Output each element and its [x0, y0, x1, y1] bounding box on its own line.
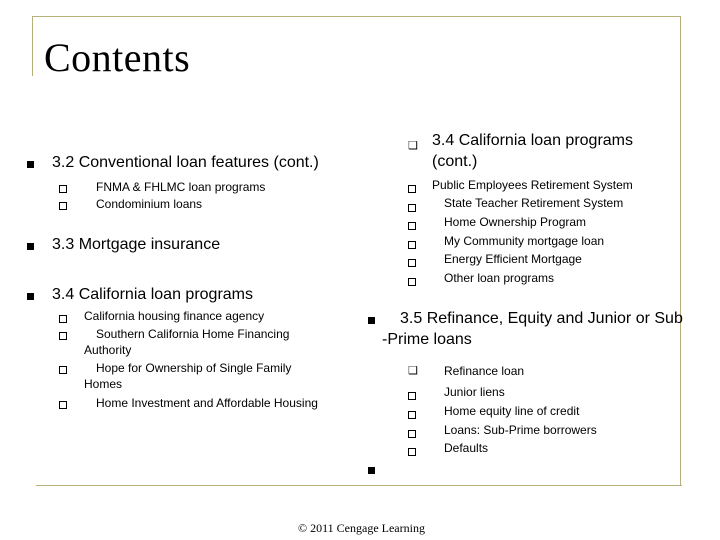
bullet-open-square-icon: [408, 411, 416, 419]
left-sub-home-investment: Home Investment and Affordable Housing: [96, 396, 318, 410]
left-item-conventional: 3.2 Conventional loan features (cont.): [52, 154, 319, 171]
bullet-open-square-icon: [59, 202, 67, 210]
bullet-open-square-icon: [59, 366, 67, 374]
bullet-open-square-icon: [408, 185, 416, 193]
right-sub-strs: State Teacher Retirement System: [444, 196, 624, 210]
bullet-open-square-icon: [408, 204, 416, 212]
q-bullet-icon: ❑: [408, 140, 418, 152]
left-item-california: 3.4 California loan programs: [52, 286, 253, 303]
footer-copyright: © 2011 Cengage Learning: [298, 521, 425, 535]
bullet-open-square-icon: [408, 222, 416, 230]
left-item-mortgage-insurance: 3.3 Mortgage insurance: [52, 236, 221, 253]
frame-left-line: [32, 16, 33, 76]
left-sub-hope-cont: Homes: [84, 377, 123, 391]
bullet-square-icon: [27, 243, 34, 250]
bullet-open-square-icon: [59, 332, 67, 340]
right-item-california-cont-line2: (cont.): [432, 153, 478, 170]
bullet-open-square-icon: [59, 185, 67, 193]
right-item-refinance-line2: -Prime loans: [382, 331, 472, 348]
bullet-open-square-icon: [408, 278, 416, 286]
frame-right-line: [680, 16, 681, 486]
right-sub-heloc: Home equity line of credit: [444, 404, 580, 418]
bullet-open-square-icon: [408, 392, 416, 400]
bullet-open-square-icon: [59, 315, 67, 323]
right-sub-junior-liens: Junior liens: [444, 385, 505, 399]
left-sub-condo: Condominium loans: [96, 197, 203, 211]
q-bullet-icon: ❑: [408, 365, 418, 377]
right-item-california-cont-line1: 3.4 California loan programs: [432, 132, 633, 149]
bullet-open-square-icon: [408, 448, 416, 456]
slide-title: Contents: [44, 35, 191, 80]
right-sub-other: Other loan programs: [444, 271, 555, 285]
right-sub-home-ownership: Home Ownership Program: [444, 215, 587, 229]
frame-top-line: [32, 16, 680, 17]
bullet-open-square-icon: [59, 401, 67, 409]
right-sub-refinance-loan: Refinance loan: [444, 364, 525, 378]
bullet-open-square-icon: [408, 430, 416, 438]
bullet-square-icon: [368, 467, 375, 474]
left-sub-southern-ca-cont: Authority: [84, 343, 132, 357]
right-sub-my-community: My Community mortgage loan: [444, 234, 605, 248]
right-sub-pers: Public Employees Retirement System: [432, 178, 633, 192]
left-sub-fnma: FNMA & FHLMC loan programs: [96, 180, 266, 194]
right-sub-defaults: Defaults: [444, 441, 489, 455]
left-sub-southern-ca: Southern California Home Financing: [96, 327, 290, 341]
left-sub-hope: Hope for Ownership of Single Family: [96, 361, 292, 375]
right-item-refinance-line1: 3.5 Refinance, Equity and Junior or Sub: [400, 310, 683, 327]
bullet-open-square-icon: [408, 259, 416, 267]
right-sub-energy: Energy Efficient Mortgage: [444, 252, 582, 266]
right-sub-subprime: Loans: Sub-Prime borrowers: [444, 423, 597, 437]
frame-bottom-line: [36, 485, 682, 486]
bullet-square-icon: [27, 293, 34, 300]
left-sub-chfa: California housing finance agency: [84, 309, 265, 323]
bullet-open-square-icon: [408, 241, 416, 249]
bullet-square-icon: [368, 317, 375, 324]
bullet-square-icon: [27, 161, 34, 168]
